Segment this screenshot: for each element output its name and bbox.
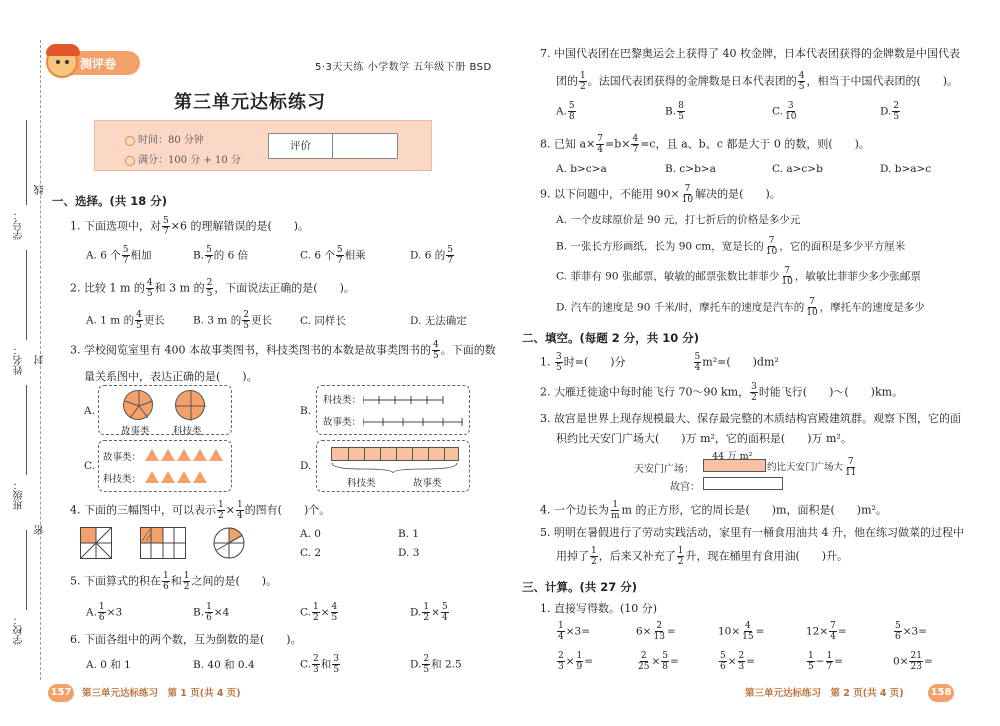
q3d-braces [331, 461, 461, 473]
tiananmen-area: 44 万 m² [712, 451, 753, 462]
time-info: 时间：80 分钟 [125, 131, 204, 146]
triangle-mark [177, 471, 191, 483]
q3-option-d-label[interactable]: D. [300, 460, 312, 472]
q6-option-b[interactable]: B. 40 和 0.4 [193, 659, 255, 671]
q4-option-c[interactable]: C. 2 [300, 547, 322, 559]
question-3-line2: 量关系图中，表达正确的是( )。 [84, 370, 258, 383]
q4-option-a[interactable]: A. 0 [300, 528, 321, 540]
check-icon [125, 156, 135, 166]
clock-icon [125, 136, 135, 146]
question-5: 5. 下面算式的积在 $\frac{1}{6}$ 和 $\frac{1}{2}$ 之间的是( )。 [70, 571, 278, 592]
question-6: 6. 下面各组中的两个数，互为倒数的是( )。 [70, 633, 302, 646]
q3c-science-label: 科技类： [103, 474, 142, 485]
calc-item: 0× $\frac{21}{23}$ = [893, 651, 933, 672]
calc-item: $\frac{1}{5}$ − $\frac{1}{7}$ = [808, 651, 844, 672]
section-2-heading: 二、填空。(每题 2 分，共 10 分) [522, 331, 700, 345]
evaluation-label: 评价 [269, 134, 333, 158]
q3-option-b-label[interactable]: B. [300, 405, 312, 417]
q4-figure-1 [80, 527, 112, 559]
triangle-mark [177, 449, 191, 461]
calc-item: $\frac{5}{6}$ × $\frac{2}{3}$ = [720, 651, 756, 672]
triangle-mark [161, 449, 175, 461]
science-pie-lines [175, 390, 207, 422]
calc-subheading: 1. 直接写得数。(10 分) [540, 602, 658, 615]
class-label: 班级： [14, 480, 25, 510]
fill-1: 1. $\frac{3}{5}$ 时=( )分 $\frac{5}{4}$ m²=( )dm² [540, 352, 779, 373]
q2-option-d[interactable]: D. 无法确定 [410, 315, 467, 327]
q3c-story-label: 故事类： [103, 452, 142, 463]
q7-option-a[interactable]: A. $\frac{5}{8}$ [556, 101, 575, 122]
q3d-story-label: 故事类 [413, 478, 442, 489]
q3a-story-label: 故事类 [121, 426, 150, 437]
student-id-field[interactable] [26, 120, 27, 205]
q7-option-d[interactable]: D. $\frac{2}{5}$ [880, 101, 900, 122]
q4-option-d[interactable]: D. 3 [398, 547, 420, 559]
q3-option-b-diagram[interactable] [316, 385, 470, 435]
calc-item: $\frac{2}{25}$ × $\frac{5}{8}$ = [638, 651, 679, 672]
q6-option-d[interactable]: D. $\frac{2}{5}$ 和 2.5 [410, 654, 462, 675]
q3-option-a-diagram[interactable] [98, 385, 232, 435]
q3d-bar [331, 447, 459, 461]
q9-option-d[interactable]: D. 汽车的速度是 90 千米/时，摩托车的速度是汽车的 $\frac{7}{10}$ ，摩托车的速度是多少 [556, 297, 925, 318]
question-4: 4. 下面的三幅图中，可以表示 $\frac{1}{2}$ × $\frac{1}{4}$ 的图有( )个。 [70, 500, 331, 521]
q4-figure-3 [213, 527, 245, 559]
page-number-left: 157 [48, 684, 74, 702]
q2-option-c[interactable]: C. 同样长 [300, 315, 346, 327]
q3-option-d-diagram[interactable] [316, 440, 470, 492]
q3b-science-bar [363, 394, 463, 406]
section-3-heading: 三、计算。(共 27 分) [522, 580, 638, 594]
story-pie-lines [123, 390, 155, 422]
badge-label: 测评卷 [80, 57, 117, 71]
q8-option-b[interactable]: B. c>b>a [665, 163, 716, 175]
q1-option-b[interactable]: B. $\frac{5}{7}$ 的 6 倍 [193, 245, 249, 266]
triangle-mark [193, 471, 207, 483]
q7-option-c[interactable]: C. $\frac{3}{10}$ [772, 101, 797, 122]
q1-option-c[interactable]: C. 6 个 $\frac{5}{7}$ 相乘 [300, 245, 366, 266]
fill-3: 3. 故宫是世界上现存规模最大、保存最完整的木质结构宫殿建筑群。观察下图，它的面 [540, 412, 961, 425]
q8-option-c[interactable]: C. a>c>b [772, 163, 823, 175]
question-9: 9. 以下问题中，不能用 90× $\frac{7}{10}$ 解决的是( )。 [540, 184, 781, 205]
q5-option-b[interactable]: B. $\frac{1}{6}$ ×4 [193, 602, 230, 623]
q4-figure-2 [140, 527, 186, 559]
tiananmen-label: 天安门广场： [634, 464, 694, 475]
q3-option-c-label[interactable]: C. [84, 460, 95, 472]
name-field[interactable] [26, 250, 27, 340]
q8-option-d[interactable]: D. b>a>c [880, 163, 932, 175]
triangle-mark [161, 471, 175, 483]
triangle-mark [209, 449, 223, 461]
mascot-icon [46, 46, 78, 78]
q5-option-a[interactable]: A. $\frac{1}{6}$ ×3 [86, 602, 123, 623]
seal-char-xian: 线 [35, 185, 46, 195]
q5-option-d[interactable]: D. $\frac{1}{2}$ × $\frac{5}{4}$ [410, 602, 448, 623]
gugong-label: 故宫： [670, 482, 700, 493]
calc-item: 12× $\frac{7}{4}$ = [806, 621, 847, 642]
fill-2: 2. 大雁迁徙途中每时能飞行 70～90 km， $\frac{3}{2}$ 时能飞行( )～( )km。 [540, 382, 904, 403]
fill-5: 5. 明明在暑假进行了劳动实践活动，家里有一桶食用油共 4 升，他在练习做菜的过程中 [540, 526, 964, 539]
q3b-science-label: 科技类： [323, 395, 362, 406]
q9-option-c[interactable]: C. 菲菲有 90 张邮票，敏敏的邮票张数比菲菲少 $\frac{7}{10}$ ，敏敏比菲菲少多少张邮票 [556, 266, 921, 287]
q3-option-c-diagram[interactable] [98, 440, 232, 492]
gugong-bar [703, 477, 783, 490]
book-series: 5·3天天练 小学数学 五年级下册 BSD [315, 62, 492, 73]
calc-item: $\frac{1}{4}$ ×3= [558, 621, 591, 642]
school-field[interactable] [26, 530, 27, 610]
name-label: 姓名： [14, 345, 25, 375]
question-8: 8. 已知 a× $\frac{7}{4}$ =b× $\frac{4}{7}$ =c，且 a、b、c 都是大于 0 的数，则( )。 [540, 134, 870, 155]
page-number-right: 158 [928, 684, 954, 702]
q2-option-a[interactable]: A. 1 m 的 $\frac{4}{5}$ 更长 [86, 310, 165, 331]
q8-option-a[interactable]: A. b>c>a [556, 163, 607, 175]
q6-option-a[interactable]: A. 0 和 1 [86, 659, 131, 671]
q5-option-c[interactable]: C. $\frac{1}{2}$ × $\frac{4}{5}$ [300, 602, 338, 623]
footer-right: 第三单元达标练习 第 2 页(共 4 页) [745, 688, 904, 699]
seal-char-feng: 封 [35, 355, 46, 365]
calc-item: 6× $\frac{2}{13}$ = [636, 621, 676, 642]
question-1: 1. 下面选项中，对 $\frac{5}{7}$ ×6 的理解错误的是( )。 [70, 216, 310, 237]
q4-option-b[interactable]: B. 1 [398, 528, 420, 540]
q3-option-a-label[interactable]: A. [84, 405, 95, 417]
q3d-science-label: 科技类 [347, 478, 376, 489]
q2-option-b[interactable]: B. 3 m 的 $\frac{2}{5}$ 更长 [193, 310, 272, 331]
question-7-line2: 团的 $\frac{1}{2}$ 。法国代表团获得的金牌数是日本代表团的 $\frac{4}{5}$ ，相当于中国代表团的( )。 [556, 71, 959, 92]
question-3: 3. 学校阅览室里有 400 本故事类图书，科技类图书的本数是故事类图书的 $\frac{4}{5}$ 。下面的数 [70, 340, 496, 361]
q1-option-d[interactable]: D. 6 的 $\frac{5}{7}$ [410, 245, 453, 266]
triangle-mark [145, 471, 159, 483]
calc-item: 10× $\frac{4}{15}$ = [718, 621, 765, 642]
footer-left: 第三单元达标练习 第 1 页(共 4 页) [82, 688, 241, 699]
q3a-science-label: 科技类 [173, 426, 202, 437]
school-label: 学校： [14, 615, 25, 645]
compare-note: 约比天安门广场大 $\frac{7}{11}$ [767, 457, 857, 478]
triangle-mark [145, 449, 159, 461]
tiananmen-bar [703, 451, 766, 472]
calc-item: $\frac{2}{3}$ × $\frac{1}{9}$ = [558, 651, 594, 672]
question-7: 7. 中国代表团在巴黎奥运会上获得了 40 枚金牌，日本代表团获得的金牌数是中国代表 [540, 47, 960, 60]
fill-5-line2: 用掉了 $\frac{1}{2}$ ，后来又补充了 $\frac{1}{2}$ 升，现在桶里有食用油( )升。 [556, 546, 849, 567]
q9-option-a[interactable]: A. 一个皮球原价是 90 元，打七折后的价格是多少元 [556, 214, 801, 226]
q1-option-a[interactable]: A. 6 个 $\frac{5}{7}$ 相加 [86, 245, 152, 266]
question-2: 2. 比较 1 m 的 $\frac{4}{5}$ 和 3 m 的 $\frac{2}{5}$ ，下面说法正确的是( )。 [70, 278, 355, 299]
class-field[interactable] [26, 385, 27, 475]
score-info: 满分：100 分 + 10 分 [125, 151, 241, 166]
triangle-mark [193, 449, 207, 461]
fill-4: 4. 一个边长为 $\frac{1}{m}$ m 的正方形，它的周长是( )m，面积是( )m²。 [540, 500, 887, 521]
page-title: 第三单元达标练习 [174, 92, 326, 113]
seal-char-mi: 密 [35, 525, 46, 535]
fill-3-line2: 积约比天安门广场大( )万 m²，它的面积是( )万 m²。 [556, 432, 852, 445]
student-id-label: 学号： [14, 210, 25, 240]
calc-item: $\frac{5}{6}$ ×3= [895, 621, 928, 642]
q9-option-b[interactable]: B. 一张长方形画纸，长为 90 cm，宽是长的 $\frac{7}{10}$ ，它的面积是多少平方厘米 [556, 236, 906, 257]
q3b-story-bar [363, 416, 463, 428]
q6-option-c[interactable]: C. $\frac{2}{3}$ 和 $\frac{3}{5}$ [300, 654, 339, 675]
q7-option-b[interactable]: B. $\frac{8}{5}$ [665, 101, 684, 122]
evaluation-box[interactable] [268, 133, 398, 159]
q3b-story-label: 故事类： [323, 417, 362, 428]
section-1-heading: 一、选择。(共 18 分) [52, 194, 168, 208]
